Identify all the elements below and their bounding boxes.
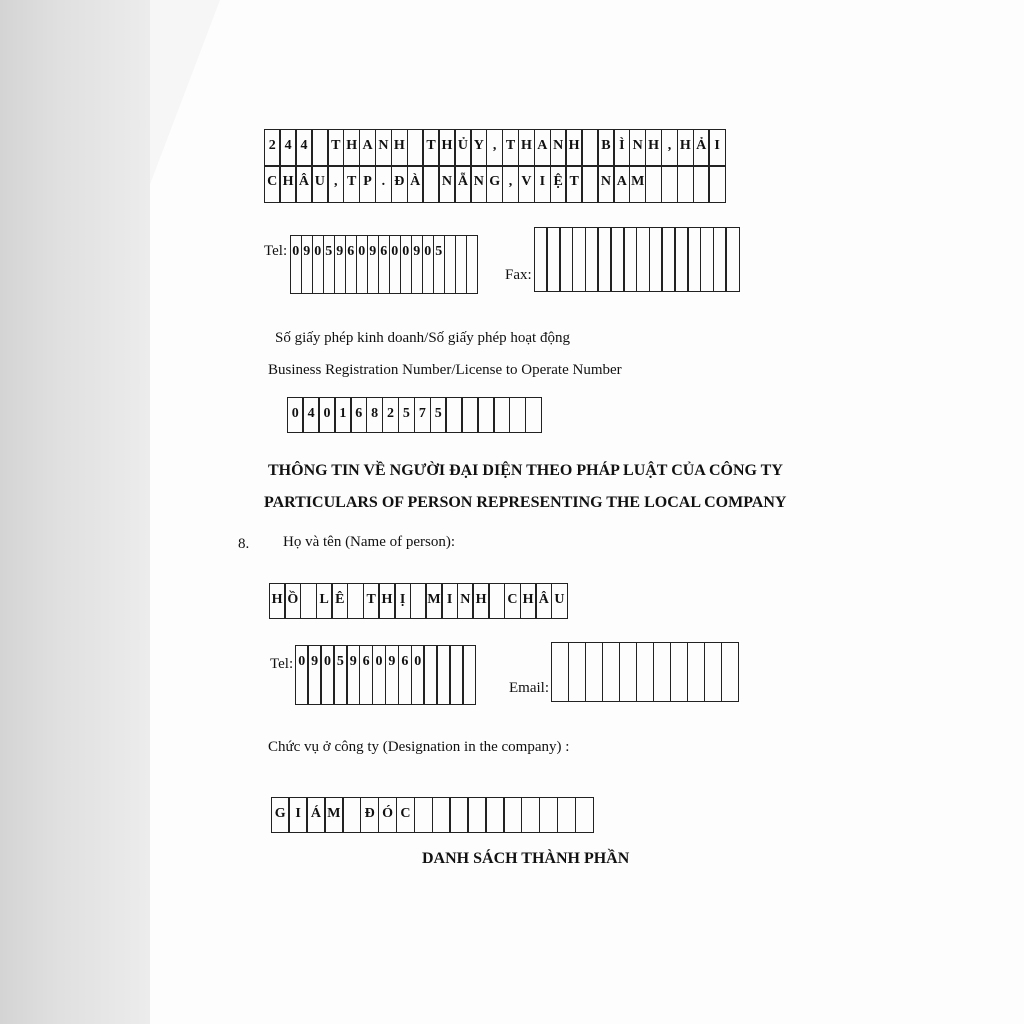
grid-cell <box>432 797 451 833</box>
grid-cell: 0 <box>356 235 369 294</box>
grid-cell: À <box>407 165 424 203</box>
grid-cell: Á <box>306 797 325 833</box>
rep-tel-label: Tel: <box>270 656 294 672</box>
grid-cell: N <box>375 129 392 167</box>
grid-cell: 0 <box>295 645 309 705</box>
grid-cell: Ẵ <box>454 165 471 203</box>
grid-cell: H <box>391 129 408 167</box>
grid-cell <box>539 797 558 833</box>
grid-cell <box>585 642 604 702</box>
grid-cell: H <box>518 129 535 167</box>
grid-cell: V <box>518 165 535 203</box>
grid-cell <box>677 165 694 203</box>
grid-cell <box>725 227 739 292</box>
company-tel-label: Tel: <box>264 243 288 259</box>
grid-cell <box>708 165 725 203</box>
grid-cell: H <box>645 129 662 167</box>
grid-cell: Đ <box>360 797 379 833</box>
grid-cell: Đ <box>391 165 408 203</box>
grid-cell <box>414 797 433 833</box>
grid-cell <box>521 797 540 833</box>
designation-label: Chức vụ ở công ty (Designation in the company) : <box>268 739 570 755</box>
grid-cell: G <box>271 797 290 833</box>
rep-section-title-vi: THÔNG TIN VỀ NGƯỜI ĐẠI DIỆN THEO PHÁP LUẬT CỦA CÔNG TY <box>268 462 783 479</box>
grid-cell: 9 <box>346 645 360 705</box>
grid-cell: Ì <box>613 129 630 167</box>
grid-cell: U <box>551 583 568 619</box>
grid-cell: 6 <box>350 397 367 433</box>
grid-cell <box>477 397 494 433</box>
grid-cell <box>466 235 479 294</box>
grid-cell: 0 <box>422 235 435 294</box>
grid-cell: 5 <box>323 235 336 294</box>
grid-cell <box>485 797 504 833</box>
rep-name-number: 8. <box>238 536 250 552</box>
grid-cell: 0 <box>318 397 335 433</box>
grid-row <box>270 584 568 619</box>
member-list-heading: DANH SÁCH THÀNH PHẦN <box>422 850 630 867</box>
grid-cell <box>461 397 478 433</box>
grid-row <box>265 130 726 167</box>
grid-cell <box>422 165 439 203</box>
grid-cell <box>670 642 689 702</box>
grid-cell <box>551 642 570 702</box>
rep-name-label: Họ và tên (Name of person): <box>283 534 456 550</box>
grid-row <box>296 646 476 705</box>
grid-cell: Ị <box>394 583 411 619</box>
grid-cell <box>493 397 510 433</box>
grid-cell: I <box>708 129 725 167</box>
grid-cell: L <box>316 583 333 619</box>
grid-cell: 6 <box>378 235 391 294</box>
grid-cell: 0 <box>389 235 402 294</box>
grid-cell <box>300 583 317 619</box>
grid-cell <box>581 165 598 203</box>
rep-email-label: Email: <box>509 680 549 696</box>
grid-cell: , <box>486 129 503 167</box>
grid-cell: 9 <box>385 645 399 705</box>
company-fax-label: Fax: <box>505 267 532 283</box>
grid-cell: 0 <box>411 645 425 705</box>
grid-cell: Â <box>295 165 312 203</box>
grid-cell: I <box>288 797 307 833</box>
grid-cell: T <box>343 165 360 203</box>
grid-cell <box>568 642 587 702</box>
grid-cell: 8 <box>366 397 383 433</box>
grid-cell: 9 <box>334 235 347 294</box>
grid-cell: M <box>324 797 343 833</box>
grid-cell: A <box>534 129 551 167</box>
rep-section-title-en: PARTICULARS OF PERSON REPRESENTING THE LOCAL COMPANY <box>264 494 787 511</box>
grid-cell: 6 <box>345 235 358 294</box>
grid-cell: H <box>343 129 360 167</box>
company-fax-grid <box>535 228 740 292</box>
grid-cell <box>653 642 672 702</box>
grid-cell <box>687 642 706 702</box>
grid-cell: C <box>264 165 281 203</box>
grid-cell: Ê <box>331 583 348 619</box>
grid-cell: Â <box>535 583 552 619</box>
grid-cell <box>693 165 710 203</box>
grid-cell: C <box>504 583 521 619</box>
desk-background <box>0 0 150 1024</box>
grid-cell: 0 <box>320 645 334 705</box>
grid-cell: 9 <box>367 235 380 294</box>
grid-row <box>288 398 542 433</box>
grid-cell: A <box>359 129 376 167</box>
grid-cell: 2 <box>264 129 281 167</box>
grid-cell <box>636 642 655 702</box>
grid-cell <box>467 797 486 833</box>
grid-cell: H <box>438 129 455 167</box>
grid-cell <box>445 397 462 433</box>
grid-cell: 0 <box>400 235 413 294</box>
grid-cell: 0 <box>287 397 304 433</box>
grid-cell: 6 <box>359 645 373 705</box>
grid-cell: T <box>565 165 582 203</box>
grid-cell: N <box>438 165 455 203</box>
grid-cell <box>311 129 328 167</box>
grid-cell: 5 <box>433 235 446 294</box>
grid-cell <box>407 129 424 167</box>
grid-row <box>272 798 594 833</box>
grid-cell: H <box>279 165 296 203</box>
grid-cell <box>581 129 598 167</box>
grid-cell: 5 <box>398 397 415 433</box>
grid-cell <box>488 583 505 619</box>
grid-cell: T <box>502 129 519 167</box>
grid-cell: 0 <box>290 235 303 294</box>
grid-cell: 0 <box>372 645 386 705</box>
grid-cell <box>619 642 638 702</box>
grid-row <box>291 236 478 294</box>
grid-cell: Y <box>470 129 487 167</box>
grid-cell: 5 <box>430 397 447 433</box>
grid-cell: T <box>327 129 344 167</box>
grid-cell: N <box>470 165 487 203</box>
grid-cell: H <box>677 129 694 167</box>
grid-cell: P <box>359 165 376 203</box>
grid-cell: Ồ <box>284 583 301 619</box>
grid-cell: T <box>422 129 439 167</box>
grid-cell <box>503 797 522 833</box>
grid-cell: 7 <box>414 397 431 433</box>
grid-cell: N <box>457 583 474 619</box>
grid-cell: 4 <box>295 129 312 167</box>
grid-cell: M <box>629 165 646 203</box>
rep-name-grid <box>270 584 568 619</box>
grid-cell <box>410 583 427 619</box>
grid-row <box>265 167 726 204</box>
grid-cell: 1 <box>334 397 351 433</box>
grid-cell: H <box>378 583 395 619</box>
grid-cell <box>704 642 723 702</box>
grid-cell: Ệ <box>550 165 567 203</box>
grid-cell: C <box>396 797 415 833</box>
grid-cell <box>462 645 476 705</box>
grid-cell: Ả <box>693 129 710 167</box>
grid-cell: G <box>486 165 503 203</box>
grid-row <box>552 643 739 702</box>
grid-cell <box>347 583 364 619</box>
grid-cell <box>509 397 526 433</box>
grid-cell <box>721 642 740 702</box>
grid-cell <box>661 165 678 203</box>
grid-cell: 2 <box>382 397 399 433</box>
grid-cell: , <box>661 129 678 167</box>
grid-cell <box>342 797 361 833</box>
grid-cell: Ủ <box>454 129 471 167</box>
grid-cell: U <box>311 165 328 203</box>
grid-cell: T <box>363 583 380 619</box>
address-grid <box>265 130 726 203</box>
license-label-vi: Số giấy phép kinh doanh/Số giấy phép hoạt động <box>275 330 570 346</box>
license-label-en: Business Registration Number/License to Operate Number <box>268 362 622 378</box>
grid-cell: 9 <box>411 235 424 294</box>
grid-cell: H <box>472 583 489 619</box>
grid-cell: 9 <box>307 645 321 705</box>
grid-cell <box>602 642 621 702</box>
grid-cell: 4 <box>302 397 319 433</box>
grid-cell <box>645 165 662 203</box>
rep-tel-grid <box>296 646 476 705</box>
grid-cell: B <box>597 129 614 167</box>
company-tel-grid <box>291 236 478 294</box>
grid-cell <box>557 797 576 833</box>
grid-cell: I <box>441 583 458 619</box>
grid-cell: N <box>597 165 614 203</box>
grid-cell: , <box>502 165 519 203</box>
grid-row <box>535 228 740 292</box>
grid-cell: H <box>269 583 286 619</box>
grid-cell <box>525 397 542 433</box>
grid-cell: Ó <box>378 797 397 833</box>
grid-cell: 6 <box>398 645 412 705</box>
grid-cell: 9 <box>301 235 314 294</box>
grid-cell: . <box>375 165 392 203</box>
grid-cell: 0 <box>312 235 325 294</box>
grid-cell: H <box>520 583 537 619</box>
grid-cell: N <box>550 129 567 167</box>
grid-cell: , <box>327 165 344 203</box>
grid-cell: H <box>565 129 582 167</box>
rep-email-grid <box>552 643 739 702</box>
designation-grid <box>272 798 594 833</box>
grid-cell: 4 <box>279 129 296 167</box>
grid-cell: M <box>425 583 442 619</box>
grid-cell: I <box>534 165 551 203</box>
license-grid <box>288 398 542 433</box>
grid-cell <box>449 797 468 833</box>
grid-cell <box>575 797 594 833</box>
grid-cell: A <box>613 165 630 203</box>
grid-cell: N <box>629 129 646 167</box>
grid-cell: 5 <box>333 645 347 705</box>
